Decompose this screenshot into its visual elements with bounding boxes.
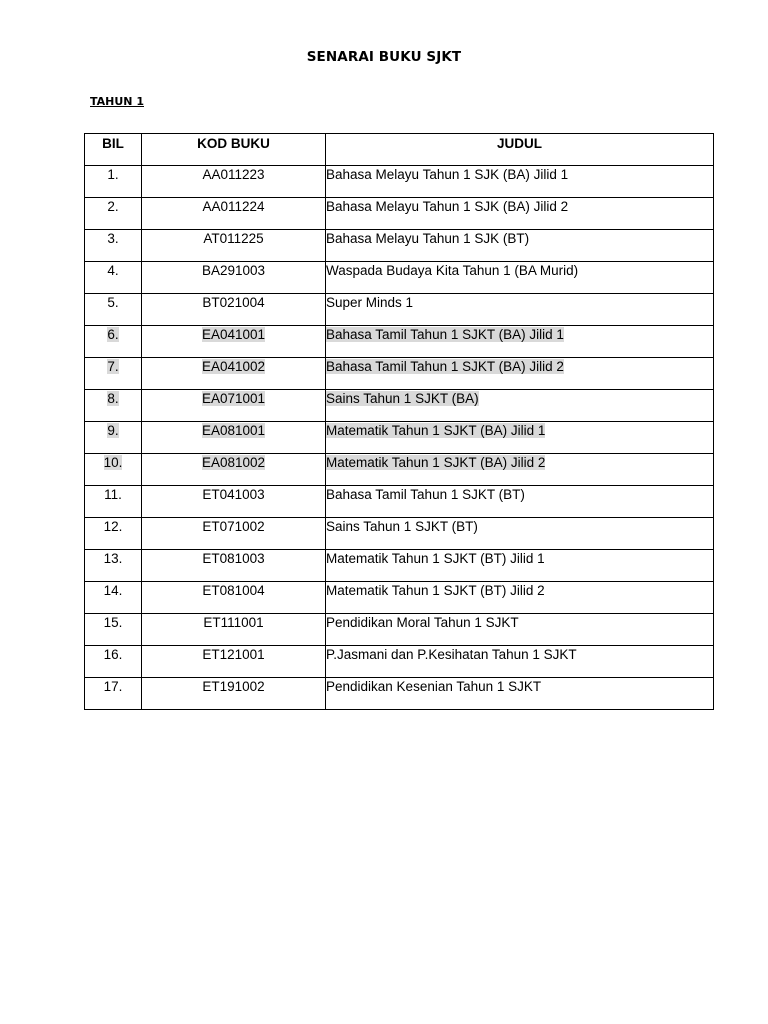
- cell-judul: [326, 422, 714, 454]
- cell-bil-text: 6.: [107, 327, 119, 342]
- header-bil: BIL: [85, 134, 142, 166]
- cell-kod-buku: [142, 230, 326, 262]
- table-row: [85, 326, 714, 358]
- table-row: [85, 518, 714, 550]
- cell-bil-text: 1.: [107, 167, 119, 182]
- cell-kod-buku: [142, 678, 326, 710]
- cell-bil: [85, 646, 142, 678]
- cell-bil-text: 8.: [107, 391, 119, 406]
- cell-bil: [85, 614, 142, 646]
- cell-judul-text: Bahasa Melayu Tahun 1 SJK (BT): [326, 231, 530, 246]
- cell-kod-buku: [142, 390, 326, 422]
- cell-judul-text: Pendidikan Kesenian Tahun 1 SJKT: [326, 679, 542, 694]
- cell-bil: [85, 262, 142, 294]
- cell-judul: [326, 294, 714, 326]
- cell-judul-text: Bahasa Tamil Tahun 1 SJKT (BT): [326, 487, 525, 502]
- cell-judul-text: Matematik Tahun 1 SJKT (BT) Jilid 2: [326, 583, 545, 598]
- cell-judul: [326, 454, 714, 486]
- cell-kod-buku-text: EA041001: [201, 327, 266, 342]
- cell-kod-buku-text: ET071002: [202, 519, 265, 534]
- cell-bil-text: 11.: [104, 487, 122, 502]
- cell-kod-buku-text: ET041003: [202, 487, 265, 502]
- table-row: [85, 678, 714, 710]
- cell-bil-text: 3.: [107, 231, 119, 246]
- document-title: SENARAI BUKU SJKT: [306, 49, 462, 65]
- table-row: [85, 390, 714, 422]
- cell-judul: [326, 646, 714, 678]
- table-header-row: [85, 134, 714, 166]
- cell-bil-text: 10.: [103, 455, 123, 470]
- cell-judul: [326, 358, 714, 390]
- table-body: [85, 166, 714, 710]
- cell-kod-buku: [142, 550, 326, 582]
- cell-bil-text: 13.: [103, 551, 123, 566]
- cell-kod-buku: [142, 454, 326, 486]
- cell-bil-text: 16.: [103, 647, 123, 662]
- cell-bil: [85, 678, 142, 710]
- cell-judul: [326, 390, 714, 422]
- cell-bil-text: 4.: [107, 263, 119, 278]
- cell-kod-buku: [142, 486, 326, 518]
- table-row: [85, 582, 714, 614]
- table-row: [85, 422, 714, 454]
- cell-bil: [85, 486, 142, 518]
- cell-judul-text: Bahasa Melayu Tahun 1 SJK (BA) Jilid 2: [326, 199, 569, 214]
- cell-judul-text: P.Jasmani dan P.Kesihatan Tahun 1 SJKT: [326, 647, 577, 662]
- cell-bil-text: 15.: [103, 615, 123, 630]
- cell-kod-buku-text: EA081001: [201, 423, 266, 438]
- cell-judul-text: Matematik Tahun 1 SJKT (BT) Jilid 1: [326, 551, 545, 566]
- cell-judul-text: Bahasa Tamil Tahun 1 SJKT (BA) Jilid 1: [326, 327, 564, 342]
- cell-judul-text: Matematik Tahun 1 SJKT (BA) Jilid 2: [326, 455, 546, 470]
- cell-judul: [326, 486, 714, 518]
- cell-judul: [326, 550, 714, 582]
- cell-judul: [326, 518, 714, 550]
- table-row: [85, 294, 714, 326]
- header-judul: JUDUL: [326, 134, 714, 166]
- cell-bil-text: 2.: [107, 199, 119, 214]
- cell-judul-text: Pendidikan Moral Tahun 1 SJKT: [326, 615, 519, 630]
- cell-bil: [85, 422, 142, 454]
- cell-bil: [85, 358, 142, 390]
- table-row: [85, 262, 714, 294]
- header-kod-buku: KOD BUKU: [142, 134, 326, 166]
- cell-kod-buku-text: BA291003: [201, 263, 266, 278]
- cell-judul-text: Bahasa Tamil Tahun 1 SJKT (BA) Jilid 2: [326, 359, 564, 374]
- cell-kod-buku: [142, 358, 326, 390]
- cell-judul: [326, 582, 714, 614]
- cell-kod-buku-text: AA011224: [202, 199, 265, 214]
- cell-bil: [85, 550, 142, 582]
- cell-bil: [85, 294, 142, 326]
- cell-kod-buku: [142, 614, 326, 646]
- cell-kod-buku-text: ET111001: [203, 615, 264, 630]
- cell-kod-buku-text: ET121001: [202, 647, 265, 662]
- cell-bil-text: 14.: [103, 583, 123, 598]
- cell-bil: [85, 390, 142, 422]
- cell-judul: [326, 614, 714, 646]
- cell-bil-text: 5.: [107, 295, 119, 310]
- cell-kod-buku-text: AT011225: [203, 231, 264, 246]
- cell-bil: [85, 166, 142, 198]
- cell-kod-buku-text: ET081004: [202, 583, 265, 598]
- section-heading: TAHUN 1: [90, 95, 144, 108]
- cell-judul-text: Super Minds 1: [326, 295, 414, 310]
- cell-kod-buku: [142, 294, 326, 326]
- cell-kod-buku: [142, 582, 326, 614]
- cell-bil: [85, 198, 142, 230]
- cell-bil-text: 7.: [107, 359, 119, 374]
- cell-bil: [85, 230, 142, 262]
- cell-kod-buku: [142, 422, 326, 454]
- cell-kod-buku-text: AA011223: [202, 167, 265, 182]
- cell-judul-text: Bahasa Melayu Tahun 1 SJK (BA) Jilid 1: [326, 167, 569, 182]
- cell-kod-buku: [142, 166, 326, 198]
- table-row: [85, 198, 714, 230]
- cell-kod-buku: [142, 262, 326, 294]
- cell-kod-buku-text: EA071001: [201, 391, 266, 406]
- table-row: [85, 454, 714, 486]
- table-row: [85, 550, 714, 582]
- cell-judul-text: Waspada Budaya Kita Tahun 1 (BA Murid): [326, 263, 579, 278]
- cell-bil-text: 17.: [103, 679, 123, 694]
- cell-kod-buku-text: EA041002: [201, 359, 266, 374]
- cell-bil: [85, 326, 142, 358]
- cell-kod-buku-text: ET081003: [202, 551, 265, 566]
- cell-kod-buku: [142, 646, 326, 678]
- cell-judul-text: Sains Tahun 1 SJKT (BT): [326, 519, 478, 534]
- table-row: [85, 614, 714, 646]
- table-row: [85, 230, 714, 262]
- cell-judul: [326, 262, 714, 294]
- cell-kod-buku: [142, 198, 326, 230]
- cell-judul: [326, 198, 714, 230]
- cell-kod-buku-text: EA081002: [201, 455, 266, 470]
- cell-bil: [85, 582, 142, 614]
- cell-kod-buku: [142, 518, 326, 550]
- cell-kod-buku: [142, 326, 326, 358]
- book-list-table: [84, 133, 714, 710]
- cell-bil-text: 12.: [103, 519, 123, 534]
- cell-judul-text: Sains Tahun 1 SJKT (BA): [326, 391, 479, 406]
- cell-bil: [85, 454, 142, 486]
- cell-kod-buku-text: BT021004: [202, 295, 265, 310]
- cell-judul: [326, 678, 714, 710]
- table-row: [85, 166, 714, 198]
- table-row: [85, 646, 714, 678]
- cell-bil-text: 9.: [107, 423, 119, 438]
- cell-bil: [85, 518, 142, 550]
- table-row: [85, 486, 714, 518]
- cell-judul-text: Matematik Tahun 1 SJKT (BA) Jilid 1: [326, 423, 546, 438]
- table-row: [85, 358, 714, 390]
- cell-judul: [326, 326, 714, 358]
- cell-judul: [326, 230, 714, 262]
- cell-judul: [326, 166, 714, 198]
- cell-kod-buku-text: ET191002: [202, 679, 265, 694]
